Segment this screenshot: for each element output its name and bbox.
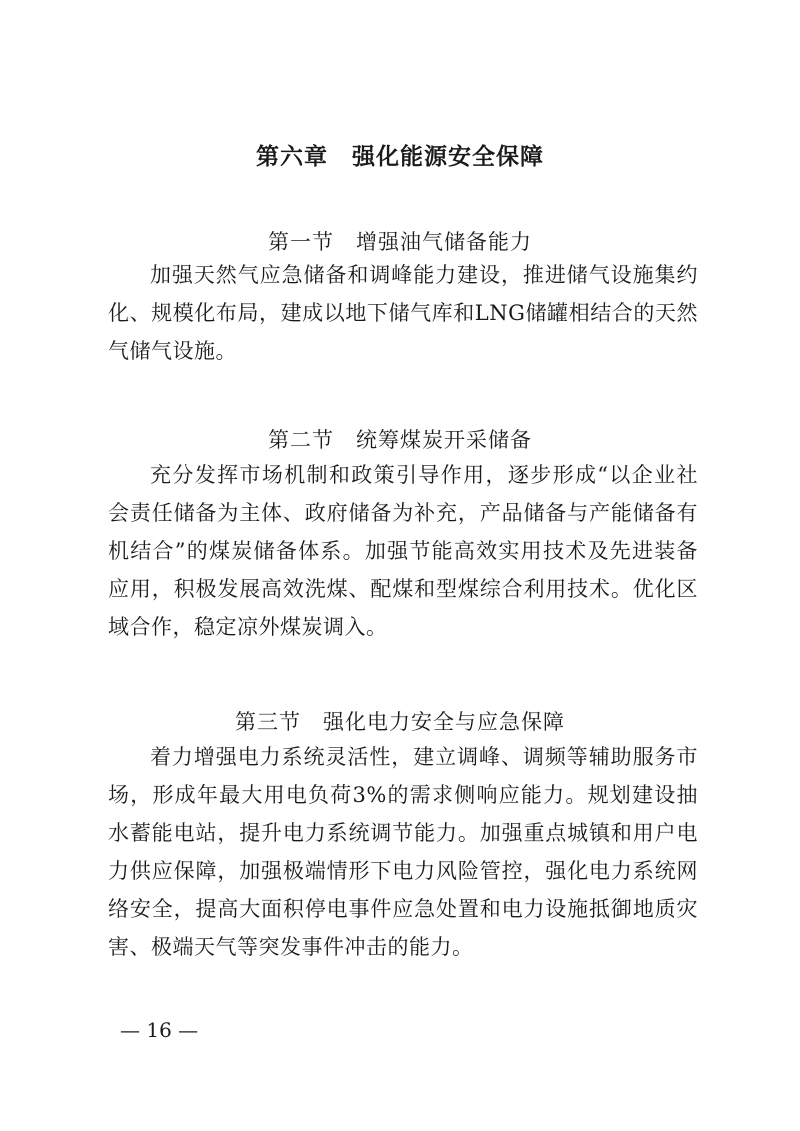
chapter-title: 第六章 强化能源安全保障 <box>256 144 544 170</box>
section-1-paragraph: 加强天然气应急储备和调峰能力建设，推进储气设施集约化、规模化布局，建成以地下储气库和LNG储罐相结合的天然气储气设施。 <box>108 263 698 363</box>
section-2-paragraph: 充分发挥市场机制和政策引导作用，逐步形成“以企业社会责任储备为主体、政府储备为补充，产品储备与产能储备有机结合”的煤炭储备体系。加强节能高效实用技术及先进装备应用，积极发展高效洗煤、配煤和型煤综合利用技术。优化区域合作，稳定凉外煤炭调入。 <box>108 463 698 639</box>
section-3-heading: 第三节 强化电力安全与应急保障 <box>235 710 565 734</box>
section-3-paragraph: 着力增强电力系统灵活性，建立调峰、调频等辅助服务市场，形成年最大用电负荷3%的需求侧响应能力。规划建设抽水蓄能电站，提升电力系统调节能力。加强重点城镇和用户电力供应保障，加强极端情形下电力风险管控，强化电力系统网络安全，提高大面积停电事件应急处置和电力设施抵御地质灾害、极端天气等突发事件冲击的能力。 <box>108 745 698 959</box>
page-number: — 16 — <box>120 1018 199 1042</box>
section-2-heading: 第二节 统筹煤炭开采储备 <box>268 428 532 452</box>
section-1-heading: 第一节 增强油气储备能力 <box>268 230 532 254</box>
